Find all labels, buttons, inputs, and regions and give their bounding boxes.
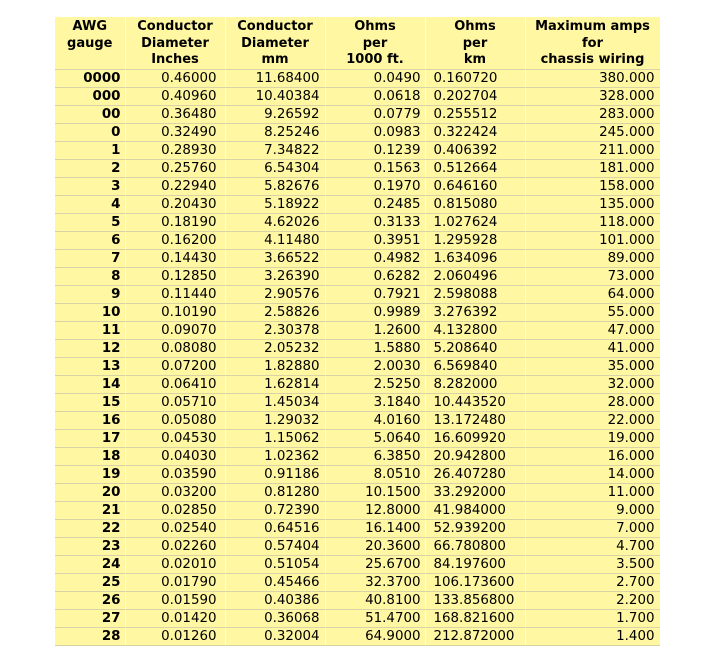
- table-row: [55, 105, 660, 123]
- cell-ohms-per-1000ft: 0.7921: [325, 285, 425, 303]
- cell-diameter-inches: 0.01590: [125, 591, 225, 609]
- cell-diameter-inches: 0.06410: [125, 375, 225, 393]
- cell-diameter-inches: 0.03590: [125, 465, 225, 483]
- cell-ohms-per-1000ft: 0.1563: [325, 159, 425, 177]
- cell-diameter-mm: 0.51054: [225, 555, 325, 573]
- header-line: chassis wiring: [540, 52, 645, 67]
- cell-max-amps: 380.000: [525, 69, 660, 87]
- cell-ohms-per-1000ft: 8.0510: [325, 465, 425, 483]
- cell-max-amps: 7.000: [525, 519, 660, 537]
- header-line: Conductor: [237, 19, 313, 34]
- cell-max-amps: 3.500: [525, 555, 660, 573]
- table-row: [55, 591, 660, 609]
- cell-diameter-mm: 0.32004: [225, 627, 325, 645]
- cell-diameter-mm: 0.40386: [225, 591, 325, 609]
- cell-ohms-per-km: 20.942800: [425, 447, 525, 465]
- table-row: [55, 375, 660, 393]
- table-row: [55, 393, 660, 411]
- cell-diameter-inches: 0.36480: [125, 105, 225, 123]
- cell-max-amps: 41.000: [525, 339, 660, 357]
- cell-ohms-per-1000ft: 2.0030: [325, 357, 425, 375]
- cell-awg-gauge: 18: [55, 447, 125, 465]
- header-line: Inches: [151, 52, 199, 67]
- cell-diameter-inches: 0.02850: [125, 501, 225, 519]
- header-awg-gauge: [55, 17, 125, 69]
- cell-max-amps: 1.400: [525, 627, 660, 645]
- cell-diameter-mm: 0.64516: [225, 519, 325, 537]
- cell-diameter-mm: 4.11480: [225, 231, 325, 249]
- cell-ohms-per-km: 10.443520: [425, 393, 525, 411]
- cell-ohms-per-1000ft: 3.1840: [325, 393, 425, 411]
- header-line: Maximum amps: [535, 19, 650, 34]
- table-row: [55, 573, 660, 591]
- cell-diameter-inches: 0.01790: [125, 573, 225, 591]
- cell-awg-gauge: 9: [55, 285, 125, 303]
- cell-diameter-mm: 10.40384: [225, 87, 325, 105]
- header-line: 1000 ft.: [346, 52, 404, 67]
- header-diameter-inches: [125, 17, 225, 69]
- cell-diameter-inches: 0.02540: [125, 519, 225, 537]
- header-max-amps: [525, 17, 660, 69]
- cell-max-amps: 11.000: [525, 483, 660, 501]
- cell-ohms-per-1000ft: 0.6282: [325, 267, 425, 285]
- cell-max-amps: 55.000: [525, 303, 660, 321]
- cell-ohms-per-km: 8.282000: [425, 375, 525, 393]
- cell-diameter-inches: 0.16200: [125, 231, 225, 249]
- table-row: [55, 627, 660, 645]
- cell-diameter-mm: 5.18922: [225, 195, 325, 213]
- cell-ohms-per-km: 3.276392: [425, 303, 525, 321]
- table-row: [55, 285, 660, 303]
- cell-max-amps: 47.000: [525, 321, 660, 339]
- cell-diameter-mm: 8.25246: [225, 123, 325, 141]
- cell-diameter-mm: 2.58826: [225, 303, 325, 321]
- cell-max-amps: 73.000: [525, 267, 660, 285]
- cell-diameter-inches: 0.25760: [125, 159, 225, 177]
- cell-ohms-per-km: 33.292000: [425, 483, 525, 501]
- cell-ohms-per-km: 13.172480: [425, 411, 525, 429]
- cell-ohms-per-1000ft: 0.0779: [325, 105, 425, 123]
- cell-awg-gauge: 27: [55, 609, 125, 627]
- cell-diameter-inches: 0.18190: [125, 213, 225, 231]
- header-line: gauge: [67, 35, 113, 51]
- cell-ohms-per-km: 212.872000: [425, 627, 525, 645]
- cell-max-amps: 211.000: [525, 141, 660, 159]
- cell-ohms-per-km: 6.569840: [425, 357, 525, 375]
- table-row: [55, 159, 660, 177]
- cell-ohms-per-km: 1.295928: [425, 231, 525, 249]
- cell-diameter-mm: 0.72390: [225, 501, 325, 519]
- cell-diameter-inches: 0.40960: [125, 87, 225, 105]
- cell-ohms-per-km: 2.598088: [425, 285, 525, 303]
- cell-max-amps: 22.000: [525, 411, 660, 429]
- cell-awg-gauge: 00: [55, 105, 125, 123]
- cell-diameter-mm: 11.68400: [225, 69, 325, 87]
- cell-diameter-mm: 2.30378: [225, 321, 325, 339]
- cell-awg-gauge: 21: [55, 501, 125, 519]
- cell-awg-gauge: 28: [55, 627, 125, 645]
- cell-diameter-inches: 0.20430: [125, 195, 225, 213]
- cell-diameter-mm: 3.66522: [225, 249, 325, 267]
- table-row: [55, 123, 660, 141]
- table-row: [55, 87, 660, 105]
- table-row: [55, 69, 660, 87]
- cell-diameter-mm: 0.57404: [225, 537, 325, 555]
- cell-ohms-per-1000ft: 0.0983: [325, 123, 425, 141]
- cell-diameter-inches: 0.46000: [125, 69, 225, 87]
- cell-diameter-inches: 0.02260: [125, 537, 225, 555]
- cell-diameter-inches: 0.14430: [125, 249, 225, 267]
- cell-ohms-per-1000ft: 1.2600: [325, 321, 425, 339]
- header-line: [58, 52, 122, 69]
- cell-ohms-per-km: 0.255512: [425, 105, 525, 123]
- cell-max-amps: 14.000: [525, 465, 660, 483]
- table-body: [55, 69, 660, 645]
- cell-ohms-per-1000ft: 0.2485: [325, 195, 425, 213]
- cell-max-amps: 64.000: [525, 285, 660, 303]
- header-line: for: [582, 35, 603, 51]
- cell-ohms-per-km: 16.609920: [425, 429, 525, 447]
- cell-ohms-per-1000ft: 40.8100: [325, 591, 425, 609]
- cell-awg-gauge: 7: [55, 249, 125, 267]
- cell-awg-gauge: 22: [55, 519, 125, 537]
- cell-ohms-per-1000ft: 6.3850: [325, 447, 425, 465]
- cell-ohms-per-1000ft: 0.1239: [325, 141, 425, 159]
- cell-max-amps: 32.000: [525, 375, 660, 393]
- cell-diameter-inches: 0.28930: [125, 141, 225, 159]
- cell-ohms-per-1000ft: 0.0618: [325, 87, 425, 105]
- cell-awg-gauge: 12: [55, 339, 125, 357]
- cell-diameter-mm: 2.05232: [225, 339, 325, 357]
- cell-diameter-mm: 1.29032: [225, 411, 325, 429]
- cell-max-amps: 245.000: [525, 123, 660, 141]
- cell-max-amps: 35.000: [525, 357, 660, 375]
- cell-diameter-mm: 0.36068: [225, 609, 325, 627]
- cell-diameter-inches: 0.05710: [125, 393, 225, 411]
- header-line: mm: [261, 52, 289, 67]
- cell-diameter-inches: 0.12850: [125, 267, 225, 285]
- cell-ohms-per-1000ft: 64.9000: [325, 627, 425, 645]
- cell-max-amps: 1.700: [525, 609, 660, 627]
- cell-awg-gauge: 17: [55, 429, 125, 447]
- cell-awg-gauge: 5: [55, 213, 125, 231]
- cell-ohms-per-1000ft: 32.3700: [325, 573, 425, 591]
- table-row: [55, 141, 660, 159]
- cell-diameter-inches: 0.01420: [125, 609, 225, 627]
- cell-awg-gauge: 15: [55, 393, 125, 411]
- cell-awg-gauge: 3: [55, 177, 125, 195]
- cell-max-amps: 2.200: [525, 591, 660, 609]
- cell-diameter-inches: 0.05080: [125, 411, 225, 429]
- cell-diameter-mm: 6.54304: [225, 159, 325, 177]
- cell-diameter-mm: 7.34822: [225, 141, 325, 159]
- cell-diameter-inches: 0.11440: [125, 285, 225, 303]
- cell-ohms-per-km: 1.027624: [425, 213, 525, 231]
- header-line: AWG: [72, 19, 107, 34]
- cell-ohms-per-1000ft: 0.3951: [325, 231, 425, 249]
- cell-diameter-inches: 0.04530: [125, 429, 225, 447]
- cell-ohms-per-1000ft: 10.1500: [325, 483, 425, 501]
- cell-ohms-per-km: 0.815080: [425, 195, 525, 213]
- cell-ohms-per-1000ft: 0.1970: [325, 177, 425, 195]
- cell-awg-gauge: 19: [55, 465, 125, 483]
- table-row: [55, 177, 660, 195]
- table-row: [55, 501, 660, 519]
- header-diameter-mm: [225, 17, 325, 69]
- cell-ohms-per-km: 41.984000: [425, 501, 525, 519]
- cell-awg-gauge: 6: [55, 231, 125, 249]
- table-row: [55, 483, 660, 501]
- cell-awg-gauge: 23: [55, 537, 125, 555]
- cell-ohms-per-1000ft: 1.5880: [325, 339, 425, 357]
- cell-ohms-per-km: 0.160720: [425, 69, 525, 87]
- cell-max-amps: 28.000: [525, 393, 660, 411]
- cell-ohms-per-1000ft: 20.3600: [325, 537, 425, 555]
- cell-ohms-per-km: 0.406392: [425, 141, 525, 159]
- cell-ohms-per-km: 4.132800: [425, 321, 525, 339]
- cell-awg-gauge: 0: [55, 123, 125, 141]
- cell-max-amps: 16.000: [525, 447, 660, 465]
- cell-ohms-per-km: 26.407280: [425, 465, 525, 483]
- table-row: [55, 267, 660, 285]
- awg-wire-gauge-table: [55, 17, 660, 646]
- cell-awg-gauge: 4: [55, 195, 125, 213]
- cell-max-amps: 4.700: [525, 537, 660, 555]
- table-row: [55, 537, 660, 555]
- cell-awg-gauge: 13: [55, 357, 125, 375]
- cell-ohms-per-1000ft: 16.1400: [325, 519, 425, 537]
- cell-diameter-mm: 1.62814: [225, 375, 325, 393]
- table-row: [55, 447, 660, 465]
- cell-diameter-inches: 0.04030: [125, 447, 225, 465]
- cell-max-amps: 9.000: [525, 501, 660, 519]
- header-line: Ohms: [454, 19, 496, 34]
- cell-diameter-inches: 0.03200: [125, 483, 225, 501]
- table-row: [55, 609, 660, 627]
- cell-awg-gauge: 26: [55, 591, 125, 609]
- wire-gauge-table-container: [55, 0, 660, 651]
- cell-awg-gauge: 24: [55, 555, 125, 573]
- cell-max-amps: 101.000: [525, 231, 660, 249]
- cell-diameter-mm: 1.15062: [225, 429, 325, 447]
- cell-diameter-mm: 1.02362: [225, 447, 325, 465]
- cell-ohms-per-1000ft: 2.5250: [325, 375, 425, 393]
- cell-ohms-per-1000ft: 5.0640: [325, 429, 425, 447]
- cell-awg-gauge: 16: [55, 411, 125, 429]
- table-row: [55, 321, 660, 339]
- cell-diameter-mm: 0.91186: [225, 465, 325, 483]
- cell-diameter-inches: 0.01260: [125, 627, 225, 645]
- cell-ohms-per-1000ft: 0.0490: [325, 69, 425, 87]
- cell-diameter-mm: 1.82880: [225, 357, 325, 375]
- table-row: [55, 213, 660, 231]
- cell-awg-gauge: 8: [55, 267, 125, 285]
- cell-ohms-per-1000ft: 4.0160: [325, 411, 425, 429]
- table-header: [55, 17, 660, 69]
- cell-diameter-inches: 0.22940: [125, 177, 225, 195]
- header-line: Conductor: [137, 19, 213, 34]
- header-ohms-per-1000ft: [325, 17, 425, 69]
- cell-max-amps: 158.000: [525, 177, 660, 195]
- cell-max-amps: 283.000: [525, 105, 660, 123]
- header-line: Ohms: [354, 19, 396, 34]
- header-line: Diameter: [141, 35, 209, 51]
- table-row: [55, 339, 660, 357]
- cell-max-amps: 135.000: [525, 195, 660, 213]
- cell-awg-gauge: 11: [55, 321, 125, 339]
- cell-ohms-per-1000ft: 25.6700: [325, 555, 425, 573]
- header-line: per: [462, 35, 488, 51]
- cell-ohms-per-1000ft: 0.4982: [325, 249, 425, 267]
- cell-ohms-per-km: 2.060496: [425, 267, 525, 285]
- cell-diameter-mm: 5.82676: [225, 177, 325, 195]
- table-row: [55, 195, 660, 213]
- cell-awg-gauge: 000: [55, 87, 125, 105]
- cell-awg-gauge: 14: [55, 375, 125, 393]
- cell-ohms-per-km: 0.646160: [425, 177, 525, 195]
- table-row: [55, 555, 660, 573]
- cell-awg-gauge: 20: [55, 483, 125, 501]
- cell-ohms-per-km: 5.208640: [425, 339, 525, 357]
- cell-diameter-mm: 1.45034: [225, 393, 325, 411]
- header-line: km: [463, 52, 487, 67]
- cell-diameter-inches: 0.07200: [125, 357, 225, 375]
- cell-max-amps: 2.700: [525, 573, 660, 591]
- table-row: [55, 519, 660, 537]
- cell-ohms-per-km: 66.780800: [425, 537, 525, 555]
- table-row: [55, 231, 660, 249]
- cell-awg-gauge: 10: [55, 303, 125, 321]
- cell-diameter-inches: 0.08080: [125, 339, 225, 357]
- cell-awg-gauge: 2: [55, 159, 125, 177]
- cell-diameter-mm: 3.26390: [225, 267, 325, 285]
- table-row: [55, 357, 660, 375]
- cell-diameter-mm: 2.90576: [225, 285, 325, 303]
- table-row: [55, 249, 660, 267]
- cell-max-amps: 328.000: [525, 87, 660, 105]
- header-row: [55, 17, 660, 69]
- cell-ohms-per-km: 168.821600: [425, 609, 525, 627]
- cell-diameter-inches: 0.32490: [125, 123, 225, 141]
- cell-diameter-mm: 4.62026: [225, 213, 325, 231]
- cell-ohms-per-1000ft: 0.9989: [325, 303, 425, 321]
- cell-diameter-mm: 9.26592: [225, 105, 325, 123]
- table-row: [55, 465, 660, 483]
- cell-diameter-inches: 0.10190: [125, 303, 225, 321]
- cell-max-amps: 89.000: [525, 249, 660, 267]
- cell-ohms-per-km: 84.197600: [425, 555, 525, 573]
- cell-ohms-per-km: 106.173600: [425, 573, 525, 591]
- cell-ohms-per-km: 0.512664: [425, 159, 525, 177]
- header-line: Diameter: [241, 35, 309, 51]
- cell-awg-gauge: 25: [55, 573, 125, 591]
- header-ohms-per-km: [425, 17, 525, 69]
- cell-ohms-per-km: 52.939200: [425, 519, 525, 537]
- cell-max-amps: 19.000: [525, 429, 660, 447]
- cell-diameter-mm: 0.45466: [225, 573, 325, 591]
- table-row: [55, 303, 660, 321]
- cell-ohms-per-km: 0.202704: [425, 87, 525, 105]
- cell-ohms-per-1000ft: 12.8000: [325, 501, 425, 519]
- cell-awg-gauge: 1: [55, 141, 125, 159]
- cell-awg-gauge: 0000: [55, 69, 125, 87]
- table-row: [55, 429, 660, 447]
- cell-diameter-inches: 0.02010: [125, 555, 225, 573]
- cell-ohms-per-km: 0.322424: [425, 123, 525, 141]
- cell-ohms-per-km: 1.634096: [425, 249, 525, 267]
- cell-max-amps: 118.000: [525, 213, 660, 231]
- cell-diameter-mm: 0.81280: [225, 483, 325, 501]
- cell-diameter-inches: 0.09070: [125, 321, 225, 339]
- cell-max-amps: 181.000: [525, 159, 660, 177]
- table-row: [55, 411, 660, 429]
- cell-ohms-per-1000ft: 51.4700: [325, 609, 425, 627]
- cell-ohms-per-1000ft: 0.3133: [325, 213, 425, 231]
- cell-ohms-per-km: 133.856800: [425, 591, 525, 609]
- header-line: per: [362, 35, 388, 51]
